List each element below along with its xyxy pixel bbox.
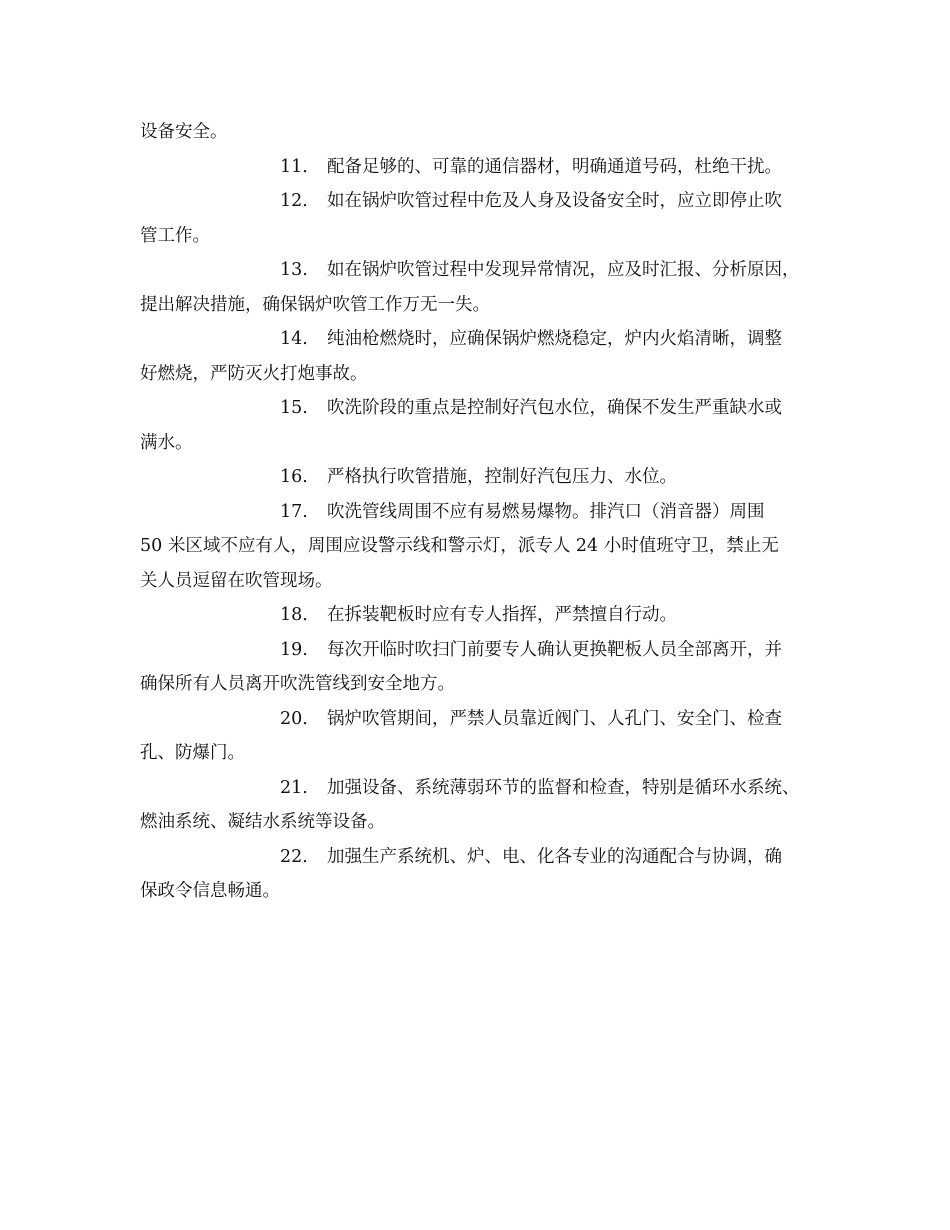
- paragraph-line: 管工作。: [140, 225, 210, 246]
- item-number: 12.: [280, 191, 308, 211]
- paragraph-text: 吹洗阶段的重点是控制好汽包水位，确保不发生严重缺水或: [327, 398, 782, 418]
- numbered-paragraph: [140, 460, 830, 495]
- item-number: 14.: [280, 329, 308, 349]
- paragraph-line: 设备安全。: [140, 122, 228, 142]
- numbered-paragraph: [140, 598, 830, 633]
- numbered-paragraph: [140, 495, 830, 530]
- paragraph-line: 50 米区域不应有人，周围应设警示线和警示灯，派专人 24 小时值班守卫，禁止无: [140, 536, 779, 556]
- paragraph-text: 如在锅炉吹管过程中发现异常情况，应及时汇报、分析原因，: [327, 260, 800, 280]
- paragraph-text: 锅炉吹管期间，严禁人员靠近阀门、人孔门、安全门、检查: [327, 708, 782, 729]
- paragraph-line: 提出解决措施，确保锅炉吹管工作万无一失。: [140, 294, 490, 315]
- paragraph-line: 孔、防爆门。: [140, 743, 245, 763]
- paragraph-text: 配备足够的、可靠的通信器材，明确通道号码，杜绝干扰。: [327, 156, 782, 177]
- item-number: 21.: [280, 777, 308, 798]
- item-number: 18.: [280, 605, 308, 625]
- numbered-paragraph: [140, 322, 830, 357]
- numbered-paragraph: [140, 391, 830, 426]
- numbered-paragraph: [140, 633, 830, 668]
- paragraph-text: 吹洗管线周围不应有易燃易爆物。排汽口（消音器）周围: [327, 501, 765, 522]
- paragraph-line: 保政令信息畅通。: [140, 881, 280, 901]
- document-body: [140, 115, 830, 909]
- item-number: 17.: [280, 501, 308, 522]
- item-number: 16.: [280, 467, 308, 487]
- paragraph-line: 燃油系统、凝结水系统等设备。: [140, 812, 385, 832]
- paragraph-text: 严格执行吹管措施，控制好汽包压力、水位。: [327, 467, 677, 487]
- item-number: 22.: [280, 846, 308, 867]
- numbered-paragraph: [140, 150, 830, 185]
- item-number: 20.: [280, 708, 308, 729]
- item-number: 11.: [280, 156, 308, 177]
- paragraph-text: 如在锅炉吹管过程中危及人身及设备安全时，应立即停止吹: [327, 191, 782, 211]
- numbered-paragraph: [140, 184, 830, 219]
- paragraph-line: 关人员逗留在吹管现场。: [140, 570, 333, 591]
- paragraph-text: 在拆装靶板时应有专人指挥，严禁擅自行动。: [327, 605, 677, 625]
- item-number: 15.: [280, 398, 308, 418]
- numbered-paragraph: [140, 771, 830, 806]
- paragraph-text: 加强生产系统机、炉、电、化各专业的沟通配合与协调，确: [327, 846, 782, 867]
- numbered-paragraph: [140, 253, 830, 288]
- paragraph-text: 每次开临时吹扫门前要专人确认更换靶板人员全部离开，并: [327, 639, 782, 660]
- paragraph-line: 好燃烧，严防灭火打炮事故。: [140, 363, 368, 384]
- paragraph-line: 确保所有人员离开吹洗管线到安全地方。: [140, 674, 455, 694]
- item-number: 13.: [280, 260, 308, 280]
- numbered-paragraph: [140, 840, 830, 875]
- paragraph-line: 满水。: [140, 432, 193, 453]
- paragraph-text: 纯油枪燃烧时，应确保锅炉燃烧稳定，炉内火焰清晰，调整: [327, 329, 782, 349]
- item-number: 19.: [280, 639, 308, 660]
- paragraph-text: 加强设备、系统薄弱环节的监督和检查，特别是循环水系统、: [327, 777, 800, 798]
- numbered-paragraph: [140, 702, 830, 737]
